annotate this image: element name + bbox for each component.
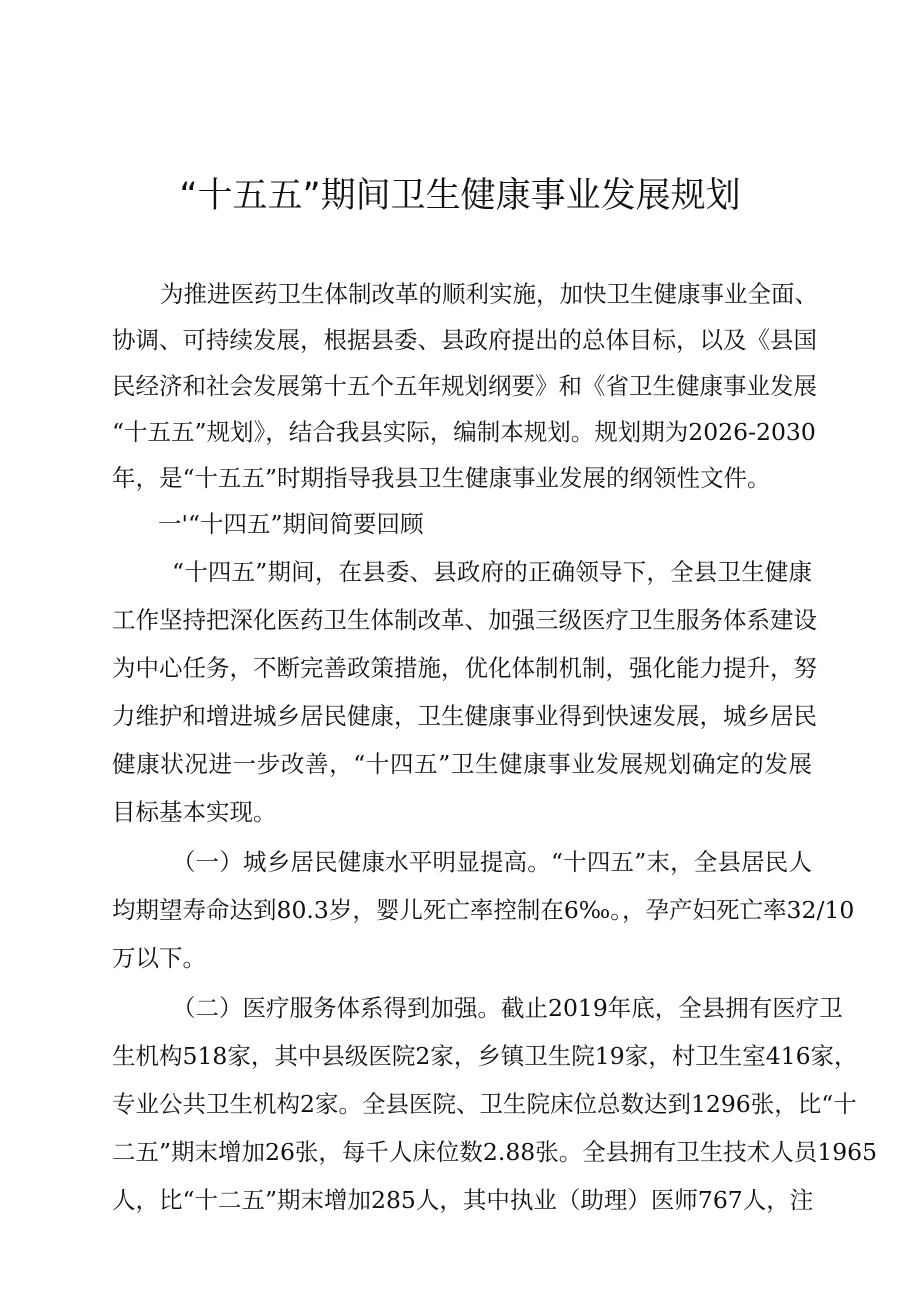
health-line-3: 万以下。 (112, 944, 206, 972)
intro-line-4: “十五五”规划》，结合我县实际，编制本规划。规划期为2026-2030 (112, 418, 816, 446)
review-line-5: 健康状况进一步改善，“十四五”卫生健康事业发展规划确定的发展 (112, 750, 812, 778)
intro-line-3: 民经济和社会发展第十五个五年规划纲要》和《省卫生健康事业发展 (112, 372, 817, 400)
review-line-2: 工作坚持把深化医药卫生体制改革、加强三级医疗卫生服务体系建设 (112, 606, 817, 634)
service-line-5: 人，比“十二五”期末增加285人，其中执业（助理）医师767人，注 (112, 1186, 814, 1214)
health-line-2: 均期望寿命达到80.3岁，婴儿死亡率控制在6‰。，孕产妇死亡率32/10 (112, 896, 855, 924)
intro-line-5: 年，是“十五五”时期指导我县卫生健康事业发展的纲领性文件。 (112, 464, 771, 492)
service-line-1: （二）医疗服务体系得到加强。截止2019年底，全县拥有医疗卫 (172, 994, 843, 1022)
section-heading: 一'“十四五”期间简要回顾 (158, 510, 424, 538)
review-line-1: “十四五”期间，在县委、县政府的正确领导下，全县卫生健康 (172, 558, 812, 586)
service-line-4: 二五”期末增加26张，每千人床位数2.88张。全县拥有卫生技术人员1965 (112, 1138, 878, 1166)
document-title: “十五五”期间卫生健康事业发展规划 (179, 176, 741, 216)
service-line-2: 生机构518家，其中县级医院2家，乡镇卫生院19家，村卫生室416家， (112, 1042, 858, 1070)
intro-line-2: 协调、可持续发展，根据县委、县政府提出的总体目标，以及《县国 (112, 326, 817, 354)
review-line-3: 为中心任务，不断完善政策措施，优化体制机制，强化能力提升，努 (112, 654, 817, 682)
intro-line-1: 为推进医药卫生体制改革的顺利实施，加快卫生健康事业全面、 (160, 280, 818, 308)
service-line-3: 专业公共卫生机构2家。全县医院、卫生院床位总数达到1296张，比“十 (112, 1090, 857, 1118)
health-line-1: （一）城乡居民健康水平明显提高。“十四五”末，全县居民人 (172, 848, 812, 876)
review-line-6: 目标基本实现。 (112, 798, 277, 826)
review-line-4: 力维护和增进城乡居民健康，卫生健康事业得到快速发展，城乡居民 (112, 702, 817, 730)
